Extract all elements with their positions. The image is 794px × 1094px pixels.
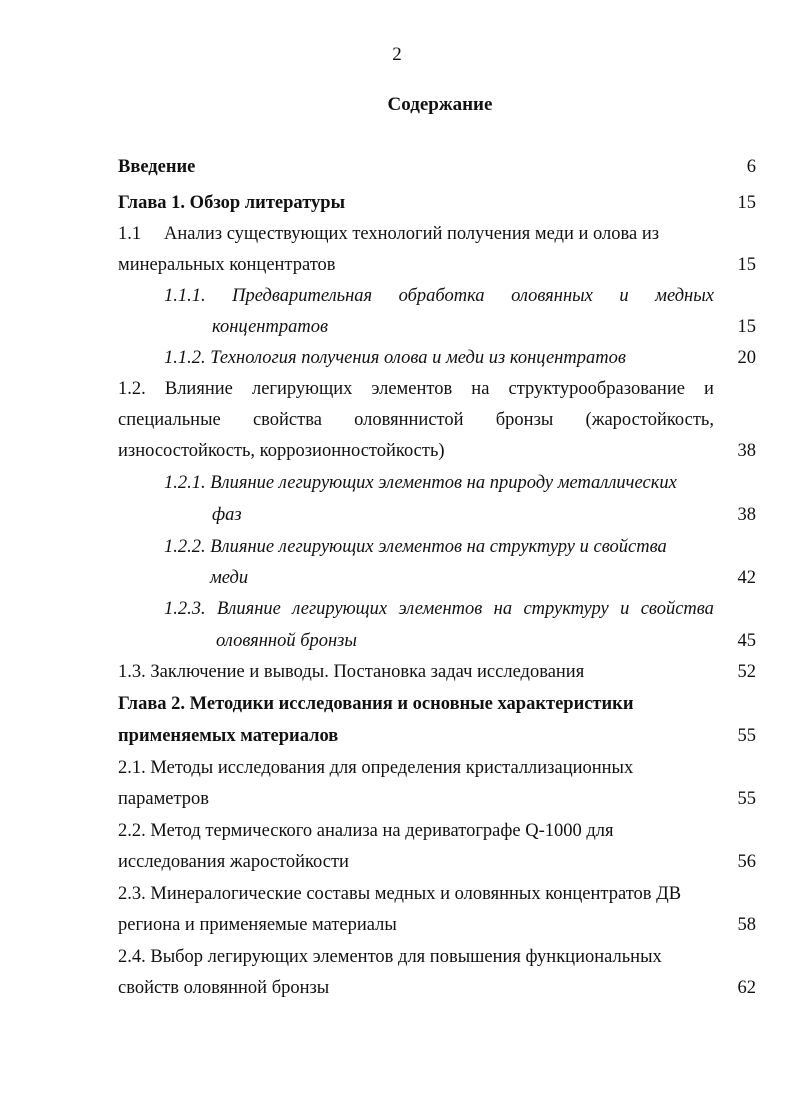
toc-entry-text: 2.2. Метод термического анализа на дериватографе Q-1000 для: [118, 821, 614, 841]
toc-entry-chapter-2[interactable]: [0, 692, 794, 716]
toc-entry-text: 1.2.2. Влияние легирующих элементов на структуру и свойства: [164, 537, 667, 557]
toc-entry-number: 1.1.1.: [164, 286, 206, 306]
toc-entry-text-cont: оловянной бронзы: [216, 631, 357, 651]
toc-entry-1-2[interactable]: [0, 377, 794, 401]
toc-entry-1-1[interactable]: [0, 222, 794, 246]
toc-page-number: 45: [737, 631, 756, 651]
toc-word: 1.2.: [118, 379, 146, 399]
toc-page-number: 62: [737, 978, 756, 998]
toc-entry-number: 1.1: [118, 224, 142, 244]
toc-word: на: [471, 379, 490, 399]
toc-entry-1-2-1[interactable]: [0, 471, 794, 495]
toc-entry-text-cont: региона и применяемые материалы: [118, 915, 397, 935]
toc-entry-text: Анализ существующих технологий получения меди и олова из: [164, 224, 660, 244]
toc-entry-2-4[interactable]: [0, 945, 794, 969]
toc-entry-text: 2.1. Методы исследования для определения кристаллизационных: [118, 758, 634, 778]
toc-entry-2-2-cont: [0, 850, 794, 874]
toc-entry-1-1-1[interactable]: [0, 284, 794, 308]
toc-page-number: 20: [737, 348, 756, 368]
toc-word: оловяннистой: [354, 410, 464, 430]
toc-page-number: 55: [737, 726, 756, 746]
toc-word: Влияние: [164, 379, 233, 399]
toc-page-number: 15: [737, 255, 756, 275]
toc-entry-chapter-1[interactable]: [0, 191, 794, 215]
toc-entry-text-cont: износостойкость, коррозионностойкость): [118, 441, 445, 461]
toc-entry-1-2-3-cont: [0, 629, 794, 653]
toc-entry-text: Глава 2. Методики исследования и основные характеристики: [118, 694, 634, 714]
toc-word: свойства: [640, 599, 714, 619]
toc-entry-1-3[interactable]: [0, 660, 794, 684]
toc-word: специальные: [118, 410, 221, 430]
toc-entry-text-cont: фаз: [212, 505, 242, 525]
toc-page-number: 15: [737, 193, 756, 213]
toc-entry-text: 1.1.2. Технология получения олова и меди из концентратов: [164, 348, 626, 368]
toc-word: на: [493, 599, 513, 619]
toc-entry-1-2-2-cont: [0, 566, 794, 590]
toc-word: медных: [655, 286, 714, 306]
toc-word: и: [619, 286, 629, 306]
toc-page-number: 52: [737, 662, 756, 682]
toc-entry-1-1-cont: [0, 253, 794, 277]
toc-page-number: 56: [737, 852, 756, 872]
toc-word: обработка: [398, 286, 485, 306]
toc-entry-2-2[interactable]: [0, 819, 794, 843]
toc-word: (жаростойкость,: [585, 410, 714, 430]
toc-word: элементов: [371, 379, 453, 399]
toc-entry-2-3-cont: [0, 913, 794, 937]
toc-entry-text: Введение: [118, 157, 196, 177]
toc-page-number: 42: [737, 568, 756, 588]
toc-page-number: 38: [737, 505, 756, 525]
toc-entry-2-1[interactable]: [0, 756, 794, 780]
toc-entry-text-cont: концентратов: [212, 317, 328, 337]
toc-word: бронзы: [495, 410, 554, 430]
toc-entry-2-1-cont: [0, 787, 794, 811]
toc-word: и: [620, 599, 630, 619]
toc-entry-text-cont: минеральных концентратов: [118, 255, 336, 275]
toc-entry-text: Глава 1. Обзор литературы: [118, 193, 346, 213]
page-number: 2: [392, 44, 402, 65]
toc-word: легирующих: [251, 379, 353, 399]
toc-entry-text: 2.3. Минералогические составы медных и оловянных концентратов ДВ: [118, 884, 682, 904]
toc-entry-2-4-cont: [0, 976, 794, 1000]
toc-word: структурообразование: [508, 379, 685, 399]
toc-word: и: [704, 379, 714, 399]
toc-page-number: 38: [737, 441, 756, 461]
toc-entry-text: 1.2.1. Влияние легирующих элементов на природу металлических: [164, 473, 677, 493]
toc-entry-text-cont: параметров: [118, 789, 210, 809]
toc-word: оловянных: [511, 286, 593, 306]
toc-entry-text: 2.4. Выбор легирующих элементов для повышения функциональных: [118, 947, 662, 967]
toc-entry-1-1-1-cont: [0, 315, 794, 339]
toc-word: Предварительная: [232, 286, 373, 306]
toc-word: элементов: [398, 599, 483, 619]
toc-word: Влияние: [216, 599, 281, 619]
toc-entry-text-cont: свойств оловянной бронзы: [118, 978, 330, 998]
toc-word: 1.2.3.: [164, 599, 206, 619]
toc-entry-1-2-3[interactable]: [0, 597, 794, 621]
toc-entry-1-2-line2: [0, 408, 794, 432]
toc-entry-1-2-2[interactable]: [0, 535, 794, 559]
toc-entry-introduction[interactable]: [0, 155, 794, 179]
toc-word: свойства: [252, 410, 322, 430]
toc-entry-1-1-2[interactable]: [0, 346, 794, 370]
toc-entry-text-cont: исследования жаростойкости: [118, 852, 349, 872]
toc-word: легирующих: [292, 599, 388, 619]
toc-title: Содержание: [387, 94, 493, 115]
toc-entry-text: 1.3. Заключение и выводы. Постановка задач исследования: [118, 662, 585, 682]
toc-entry-text-cont: меди: [210, 568, 249, 588]
toc-entry-chapter-2-cont: [0, 724, 794, 748]
toc-entry-1-2-cont: [0, 439, 794, 463]
toc-entry-1-2-1-cont: [0, 503, 794, 527]
toc-entry-2-3[interactable]: [0, 882, 794, 906]
toc-page-number: 55: [737, 789, 756, 809]
toc-entry-text-cont: применяемых материалов: [118, 726, 339, 746]
toc-page-number: 15: [737, 317, 756, 337]
toc-page-number: 58: [737, 915, 756, 935]
toc-page-number: 6: [746, 157, 756, 177]
toc-word: структуру: [523, 599, 609, 619]
